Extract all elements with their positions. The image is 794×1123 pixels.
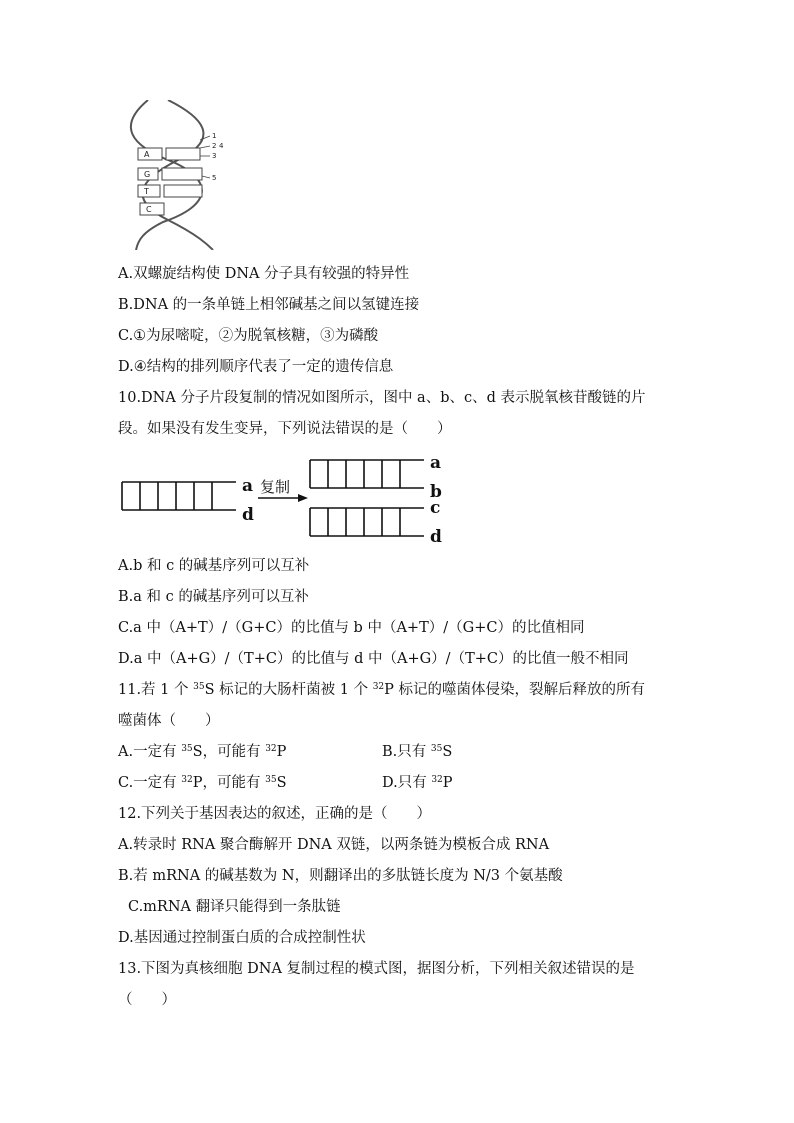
label-d-right: d xyxy=(430,527,442,547)
helix-label-5: 5 xyxy=(212,174,217,182)
q9-option-b: B.DNA 的一条单链上相邻碱基之间以氢键连接 xyxy=(118,297,420,313)
q11-d-t2: P xyxy=(442,775,453,791)
q10-stem-line1: 10.DNA 分子片段复制的情况如图所示，图中 a、b、c、d 表示脱氧核苷酸链的片 xyxy=(118,390,646,406)
q11-option-d xyxy=(382,773,453,793)
q11-stem-a: 11.若 1 个 xyxy=(118,682,194,698)
q9-option-c: C.①为尿嘧啶，②为脱氧核糖，③为磷酸 xyxy=(118,328,379,344)
q11-options-row1 xyxy=(118,742,286,762)
q11-options-row2 xyxy=(118,773,287,793)
rung-label-c: C xyxy=(146,205,152,214)
q11-a-t1: A.一定有 xyxy=(118,744,182,760)
q11-c-s2: 35 xyxy=(265,775,277,785)
label-d-left: d xyxy=(242,505,254,525)
label-c-right: c xyxy=(430,498,441,518)
q11-option-c xyxy=(118,775,287,791)
helix-label-3: 3 xyxy=(212,152,217,160)
rung-label-a: A xyxy=(144,150,150,159)
dna-double-helix-figure xyxy=(118,100,228,250)
q11-d-s1: 32 xyxy=(431,775,443,785)
q12-option-d: D.基因通过控制蛋白质的合成控制性状 xyxy=(118,930,366,946)
q11-stem-line1 xyxy=(118,680,645,700)
q10-option-b: B.a 和 c 的碱基序列可以互补 xyxy=(118,589,309,605)
q11-b-s1: 35 xyxy=(430,744,443,754)
q11-c-s1: 32 xyxy=(181,775,193,785)
q9-option-d: D.④结构的排列顺序代表了一定的遗传信息 xyxy=(118,359,394,375)
q11-c-t1: C.一定有 xyxy=(118,775,182,791)
dna-replication-figure xyxy=(118,450,458,550)
q11-option-a xyxy=(118,744,286,760)
q11-a-s2: 32 xyxy=(265,744,277,754)
label-a-right: a xyxy=(430,453,442,473)
q9-option-a: A.双螺旋结构使 DNA 分子具有较强的特异性 xyxy=(118,266,410,282)
q11-d-t1: D.只有 xyxy=(382,775,432,791)
label-b-right: b xyxy=(430,482,442,502)
label-a-left: a xyxy=(242,476,254,496)
q11-c-t3: S xyxy=(276,775,287,791)
q10-option-c: C.a 中（A+T）/（G+C）的比值与 b 中（A+T）/（G+C）的比值相同 xyxy=(118,620,585,636)
q11-b-t1: B.只有 xyxy=(382,744,431,760)
q12-option-a: A.转录时 RNA 聚合酶解开 DNA 双链，以两条链为模板合成 RNA xyxy=(118,837,550,853)
q10-option-a: A.b 和 c 的碱基序列可以互补 xyxy=(118,558,310,574)
q11-stem-line2: 噬菌体（ ） xyxy=(118,713,220,729)
q13-stem-line2: （ ） xyxy=(118,992,176,1008)
q11-stem-e: P 标记的噬菌体侵染，裂解后释放的所有 xyxy=(384,682,646,698)
q11-sup-35: 35 xyxy=(193,682,205,692)
q12-option-c: C.mRNA 翻译只能得到一条肽链 xyxy=(128,899,341,915)
q10-stem-line2: 段。如果没有发生变异，下列说法错误的是（ ） xyxy=(118,421,452,437)
replication-arrow-label: 复制 xyxy=(260,478,291,496)
q11-stem-c: S 标记的大肠杆菌被 1 个 xyxy=(204,682,373,698)
helix-label-4: 4 xyxy=(219,142,224,150)
q11-sup-32: 32 xyxy=(372,682,385,692)
q11-a-t3: P xyxy=(276,744,287,760)
q11-c-t2: P，可能有 xyxy=(192,775,266,791)
helix-label-1: 1 xyxy=(212,132,217,140)
q11-option-b xyxy=(382,742,452,762)
q12-option-b: B.若 mRNA 的碱基数为 N，则翻译出的多肽链长度为 N/3 个氨基酸 xyxy=(118,868,563,884)
helix-label-2: 2 xyxy=(212,142,217,150)
q12-stem: 12.下列关于基因表达的叙述，正确的是（ ） xyxy=(118,806,432,822)
q11-a-s1: 35 xyxy=(181,744,193,754)
q10-option-d: D.a 中（A+G）/（T+C）的比值与 d 中（A+G）/（T+C）的比值一般不相同 xyxy=(118,651,629,667)
q13-stem-line1: 13.下图为真核细胞 DNA 复制过程的模式图，据图分析，下列相关叙述错误的是 xyxy=(118,961,635,977)
q11-b-t2: S xyxy=(442,744,453,760)
rung-label-t: T xyxy=(144,187,149,196)
q11-a-t2: S，可能有 xyxy=(192,744,266,760)
rung-label-g: G xyxy=(144,170,151,179)
